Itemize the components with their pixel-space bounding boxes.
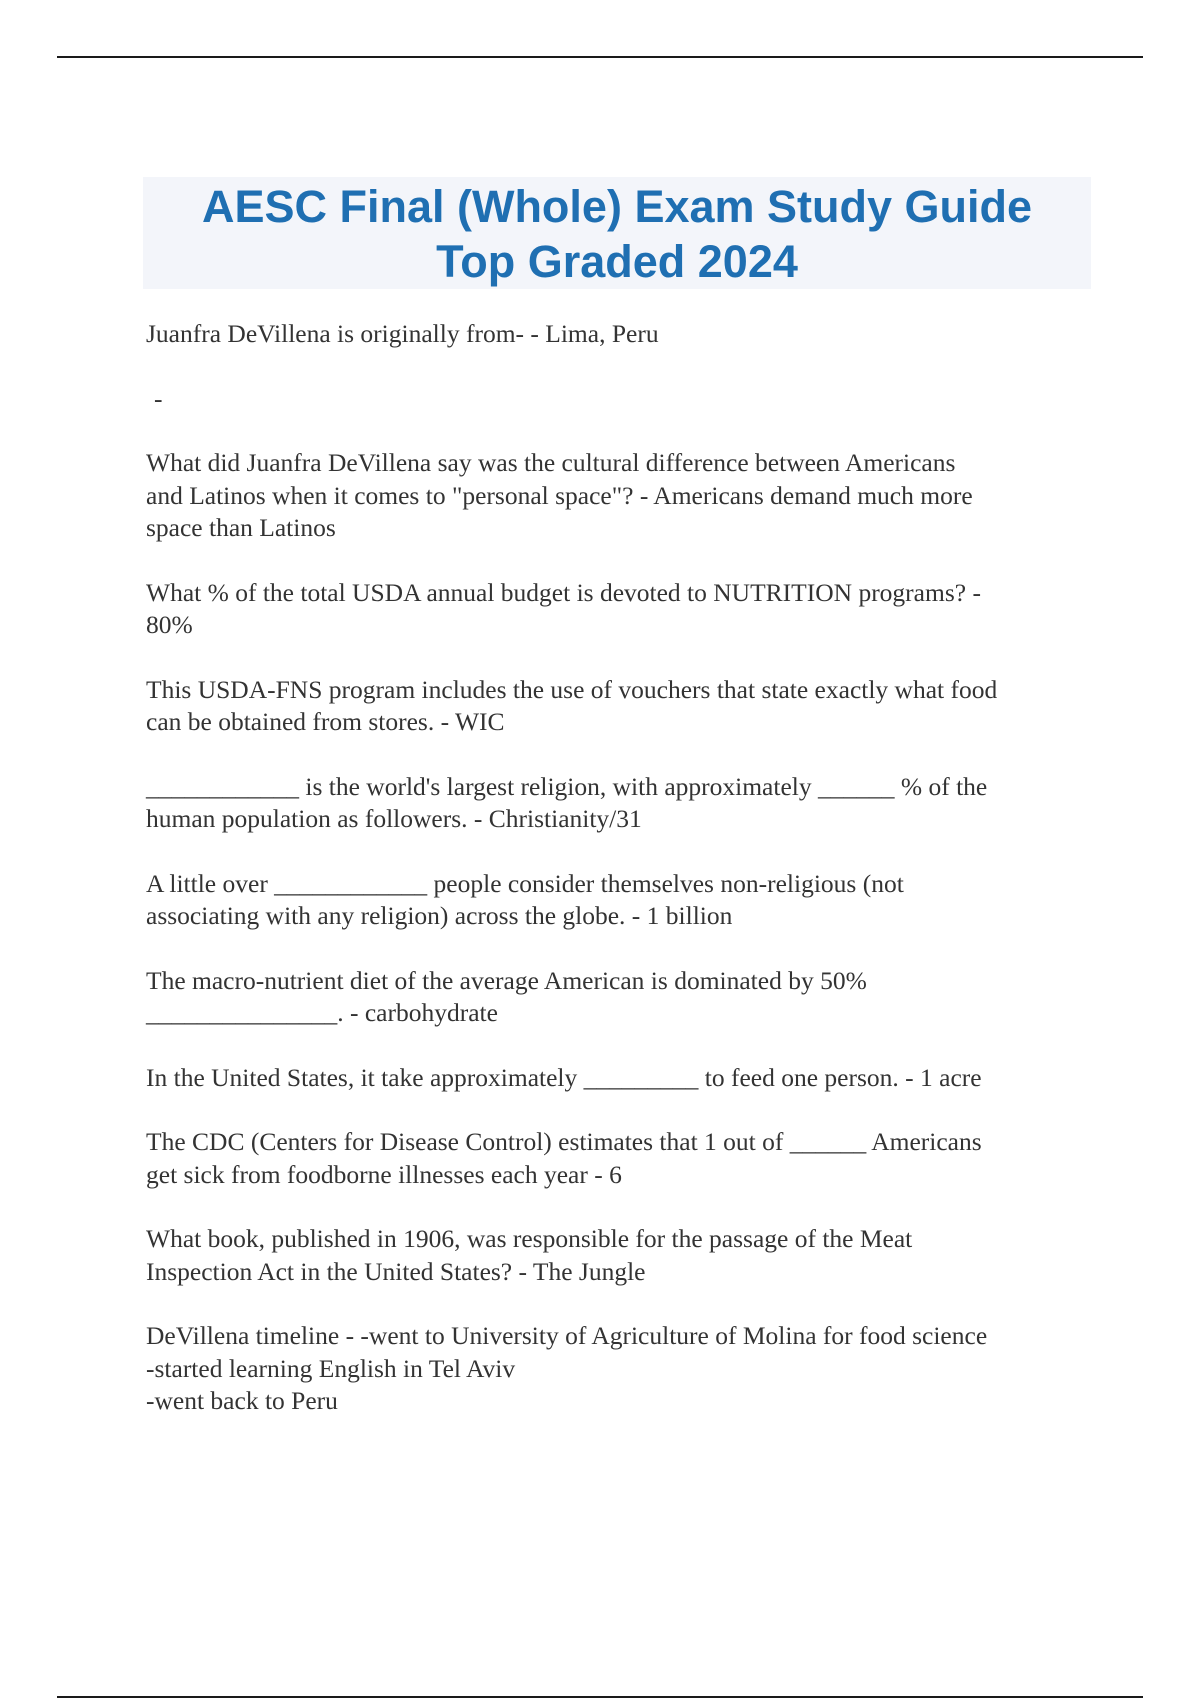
qa-item-cdc: The CDC (Centers for Disease Control) estimates that 1 out of ______ Americans get sick from foodborne illnesses each year - 6	[146, 1127, 982, 1189]
top-rule	[57, 56, 1143, 58]
qa-item-non-religious: A little over ____________ people consider themselves non-religious (not associating with any religion) across the globe. - 1 billion	[146, 868, 904, 930]
study-guide-content	[146, 318, 1096, 1418]
qa-item-acre: In the United States, it take approximately _________ to feed one person. - 1 acre	[146, 1062, 982, 1092]
qa-item-personal-space: What did Juanfra DeVillena say was the cultural difference between Americans and Latinos when it comes to "personal space"? - Americans demand much more space than Latinos	[146, 448, 973, 542]
qa-item-jungle: What book, published in 1906, was responsible for the passage of the Meat Inspection Act in the United States? - The Jungle	[146, 1224, 913, 1286]
qa-item-macronutrient: The macro-nutrient diet of the average American is dominated by 50% _______________. - carbohydrate	[146, 965, 867, 1027]
title-banner	[143, 177, 1091, 289]
qa-item-timeline: DeVillena timeline - -went to University of Agriculture of Molina for food science -started learning English in Tel Aviv -went back to Peru	[146, 1321, 988, 1415]
qa-item-usda-budget: What % of the total USDA annual budget is devoted to NUTRITION programs? - 80%	[146, 577, 981, 639]
bottom-rule	[57, 1696, 1143, 1698]
qa-item-origin: Juanfra DeVillena is originally from- - Lima, Peru	[146, 319, 659, 348]
document-title-line-2: Top Graded 2024	[436, 236, 798, 287]
document-title-line-1: AESC Final (Whole) Exam Study Guide	[201, 181, 1033, 232]
qa-item-dash: -	[154, 383, 163, 413]
qa-item-wic: This USDA-FNS program includes the use of vouchers that state exactly what food can be obtained from stores. - WIC	[146, 674, 998, 736]
qa-item-religion: ____________ is the world's largest religion, with approximately ______ % of the human population as followers. - Christianity/31	[146, 771, 988, 833]
